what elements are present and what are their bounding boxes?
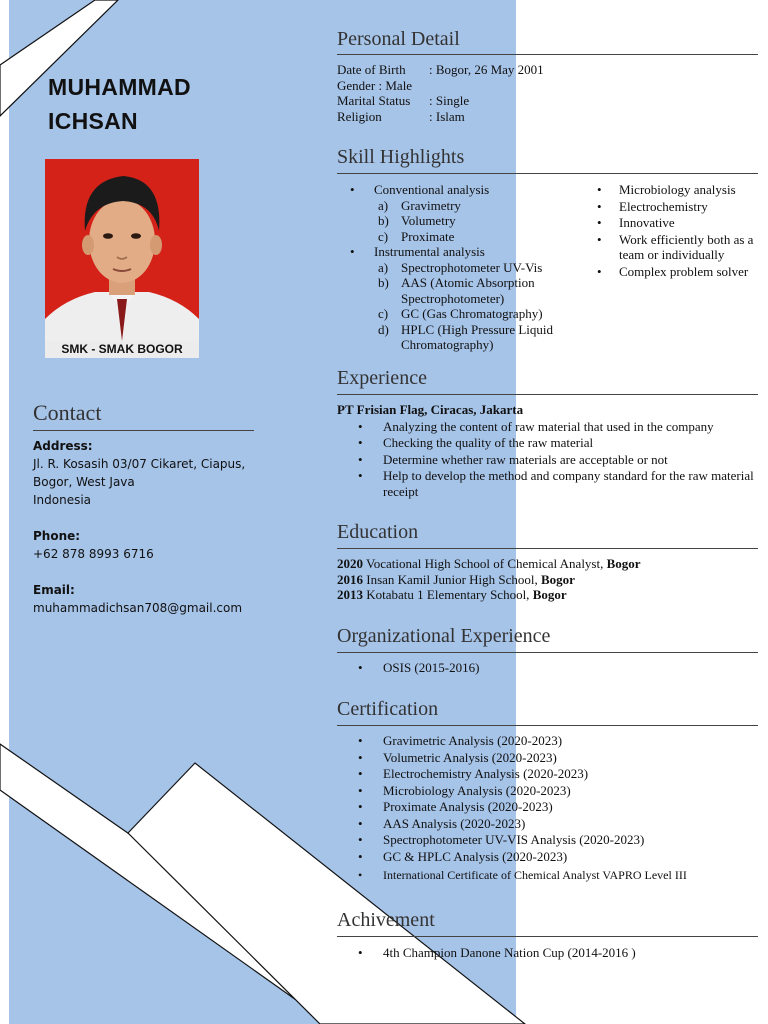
dob-label: Date of Birth xyxy=(337,62,406,77)
section-divider xyxy=(337,725,758,726)
education-item: 2016 Insan Kamil Junior High School, Bogor xyxy=(337,571,575,587)
skill-subitem: b) Volumetry xyxy=(378,213,456,228)
profile-photo xyxy=(45,159,199,358)
experience-item: • Help to develop the method and company standard for the raw material receipt xyxy=(337,468,758,499)
experience-item: • Checking the quality of the raw material xyxy=(337,435,758,451)
skill-item: • Work efficiently both as a team or individually xyxy=(595,232,755,263)
education-list xyxy=(337,556,641,603)
skill-subitem: c) GC (Gas Chromatography) xyxy=(378,306,543,321)
marital-label: Marital Status xyxy=(337,93,411,108)
certification-item: • Volumetric Analysis (2020-2023) xyxy=(337,750,687,767)
education-item: 2013 Kotabatu 1 Elementary School, Bogor xyxy=(337,587,567,602)
skill-item: • Conventional analysis xyxy=(337,182,587,198)
certification-item: • Spectrophotometer UV-VIS Analysis (2020-2023) xyxy=(337,832,687,849)
contact-details xyxy=(33,437,245,617)
certification-item: • GC & HPLC Analysis (2020-2023) xyxy=(337,849,687,866)
skills-heading: Skill Highlights xyxy=(337,146,465,168)
certification-item: • Proximate Analysis (2020-2023) xyxy=(337,799,687,816)
organizational-list xyxy=(337,660,479,677)
skill-subitem: a) Gravimetry xyxy=(378,197,461,213)
dob-value: : Bogor, 26 May 2001 xyxy=(429,62,544,77)
section-divider xyxy=(337,936,758,937)
certification-item: • AAS Analysis (2020-2023) xyxy=(337,816,687,833)
address-line: Indonesia xyxy=(33,493,92,507)
certification-item: • Electrochemistry Analysis (2020-2023) xyxy=(337,766,687,783)
skill-item: • Instrumental analysis xyxy=(337,244,587,260)
certification-list xyxy=(337,733,687,884)
religion-value: : Islam xyxy=(429,108,465,124)
skills-left-list xyxy=(337,182,587,353)
achievement-heading: Achivement xyxy=(337,909,435,931)
marital-value: : Single xyxy=(429,93,470,108)
education-item: 2020 Vocational High School of Chemical Analyst, Bogor xyxy=(337,556,641,571)
organizational-heading: Organizational Experience xyxy=(337,625,551,647)
name-line-2: ICHSAN xyxy=(48,108,138,134)
experience-heading: Experience xyxy=(337,367,427,389)
experience-item: • Analyzing the content of raw material that used in the company xyxy=(337,419,758,435)
section-divider xyxy=(337,173,758,174)
skill-item: • Microbiology analysis xyxy=(595,182,755,198)
phone-label: Phone: xyxy=(33,529,81,543)
portrait-illustration xyxy=(45,159,199,341)
candidate-name xyxy=(48,70,191,138)
skill-item: • Innovative xyxy=(595,215,755,231)
experience-list xyxy=(337,402,758,499)
skill-subitem: d) HPLC (High Pressure Liquid Chromatography) xyxy=(378,321,554,352)
company-name: PT Frisian Flag, Ciracas, Jakarta xyxy=(337,402,524,417)
skills-right-list xyxy=(595,182,755,279)
skill-subitem: b) AAS (Atomic Absorption Spectrophotometer) xyxy=(378,275,535,306)
section-divider xyxy=(337,54,758,55)
certification-item: • Microbiology Analysis (2020-2023) xyxy=(337,783,687,800)
certification-item: • Gravimetric Analysis (2020-2023) xyxy=(337,733,687,750)
experience-item: • Determine whether raw materials are acceptable or not xyxy=(337,452,758,468)
contact-heading: Contact xyxy=(33,400,102,425)
section-divider xyxy=(337,548,758,549)
email-label: Email: xyxy=(33,583,75,597)
achievement-item: • 4th Champion Danone Nation Cup (2014-2016 ) xyxy=(337,945,636,962)
certification-heading: Certification xyxy=(337,698,439,720)
achievement-list xyxy=(337,945,636,962)
name-line-1: MUHAMMAD xyxy=(48,74,191,100)
personal-detail-list xyxy=(337,62,544,124)
email-address: muhammadichsan708@gmail.com xyxy=(33,601,243,615)
address-line: Jl. R. Kosasih 03/07 Cikaret, Ciapus, xyxy=(33,457,246,471)
personal-detail-heading: Personal Detail xyxy=(337,28,460,50)
section-divider xyxy=(337,652,758,653)
address-line: Bogor, West Java xyxy=(33,475,135,489)
address-label: Address: xyxy=(33,439,93,453)
skill-subitem: c) Proximate xyxy=(378,228,455,244)
gender-value: Gender : Male xyxy=(337,77,413,93)
skill-item: • Complex problem solver xyxy=(595,264,755,280)
skill-subitem: a) Spectrophotometer UV-Vis xyxy=(378,259,543,275)
religion-label: Religion xyxy=(337,108,382,124)
certification-item: • International Certificate of Chemical Analyst VAPRO Level III xyxy=(337,867,687,884)
phone-number: +62 878 8993 6716 xyxy=(33,547,154,561)
section-divider xyxy=(337,394,758,395)
education-heading: Education xyxy=(337,521,419,543)
contact-divider xyxy=(33,430,254,431)
skill-item: • Electrochemistry xyxy=(595,199,755,215)
photo-caption: SMK - SMAK BOGOR xyxy=(45,341,199,358)
organizational-item: • OSIS (2015-2016) xyxy=(337,660,479,677)
